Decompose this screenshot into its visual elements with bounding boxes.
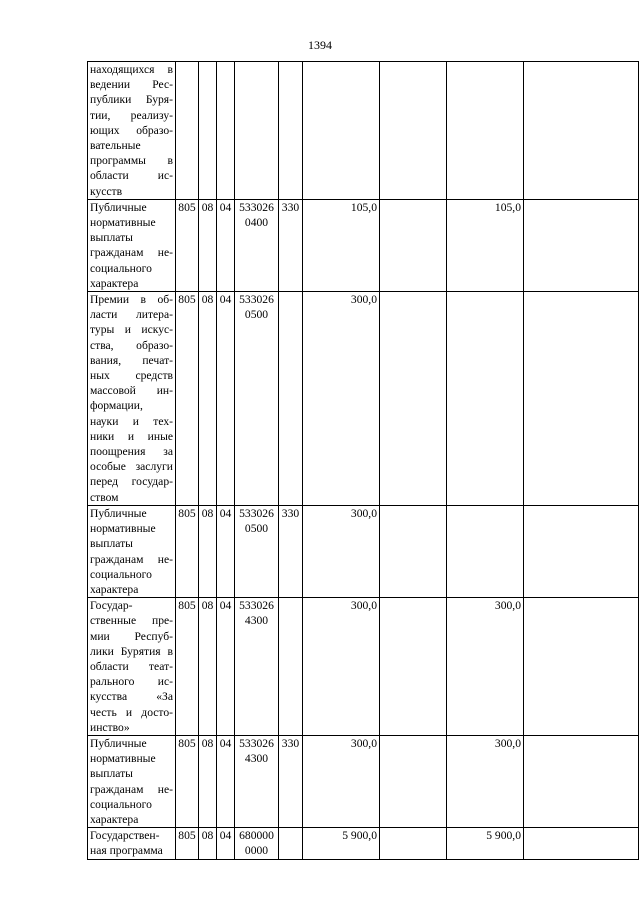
sum-cell-2 <box>380 62 447 200</box>
csr-line: 533026 <box>239 293 274 307</box>
csr-cell <box>235 505 279 597</box>
sum-cell-4 <box>524 828 639 859</box>
csr-line: 0500 <box>244 308 269 322</box>
sum-cell-4 <box>524 505 639 597</box>
sum-cell-3: 300,0 <box>447 735 524 827</box>
item-name-line: нормативные <box>90 752 156 766</box>
item-name-line: рального ис- <box>90 675 173 689</box>
item-name-line: мии Респуб- <box>90 629 173 643</box>
item-name-line: области теат- <box>90 659 173 673</box>
vr-cell <box>279 598 303 736</box>
item-name-line: публики Буря- <box>90 93 173 107</box>
csr-cell <box>235 598 279 736</box>
item-name-line: гражданам не- <box>90 782 173 796</box>
item-name-line: Публичные <box>90 200 147 214</box>
sum-cell-1: 105,0 <box>303 199 380 291</box>
sum-cell-3: 5 900,0 <box>447 828 524 859</box>
csr-line: 4300 <box>244 752 269 766</box>
item-name-line: Государ- <box>90 599 133 613</box>
item-name-cell <box>88 598 176 736</box>
item-name-cell <box>88 735 176 827</box>
item-name-line: поощрения за <box>90 445 173 459</box>
sum-cell-1: 300,0 <box>303 598 380 736</box>
sum-cell-1: 300,0 <box>303 735 380 827</box>
pr-cell <box>217 62 235 200</box>
item-name-line: выплаты <box>90 767 133 781</box>
sum-cell-3: 300,0 <box>447 598 524 736</box>
ved-cell: 805 <box>176 199 199 291</box>
table-row <box>88 292 639 506</box>
rz-cell: 08 <box>199 828 217 859</box>
item-name-line: вательные <box>90 139 141 153</box>
rz-cell <box>199 62 217 200</box>
item-name-line: находящихся в <box>90 63 173 76</box>
table-row <box>88 62 639 200</box>
sum-cell-1: 300,0 <box>303 505 380 597</box>
ved-cell: 805 <box>176 505 199 597</box>
sum-cell-2 <box>380 505 447 597</box>
sum-cell-1: 300,0 <box>303 292 380 506</box>
item-name-line: тии, реализу- <box>90 108 173 122</box>
table-row <box>88 505 639 597</box>
item-name-line: гражданам не- <box>90 246 173 260</box>
item-name-line: вания, печат- <box>90 353 173 367</box>
csr-line: 0500 <box>244 522 269 536</box>
sum-cell-3 <box>447 505 524 597</box>
vr-cell: 330 <box>279 199 303 291</box>
item-name-cell <box>88 199 176 291</box>
csr-line: 533026 <box>239 599 274 613</box>
pr-cell: 04 <box>217 828 235 859</box>
rz-cell: 08 <box>199 598 217 736</box>
sum-cell-3 <box>447 292 524 506</box>
table-row <box>88 828 639 859</box>
item-name-cell <box>88 505 176 597</box>
sum-cell-1: 5 900,0 <box>303 828 380 859</box>
csr-cell <box>235 828 279 859</box>
rz-cell: 08 <box>199 505 217 597</box>
item-name-cell <box>88 62 176 200</box>
item-name-line: массовой ин- <box>90 384 173 398</box>
item-name-line: программы в <box>90 154 173 168</box>
pr-cell: 04 <box>217 505 235 597</box>
item-name-line: характера <box>90 276 139 290</box>
item-name-line: социального <box>90 261 152 275</box>
table-row <box>88 199 639 291</box>
table-row <box>88 735 639 827</box>
item-name-line: характера <box>90 812 139 826</box>
item-name-line: социального <box>90 797 152 811</box>
sum-cell-1 <box>303 62 380 200</box>
csr-line: 4300 <box>244 614 269 628</box>
item-name-line: Премии в об- <box>90 293 173 307</box>
ved-cell: 805 <box>176 598 199 736</box>
item-name-line: ласти литера- <box>90 308 173 322</box>
pr-cell: 04 <box>217 292 235 506</box>
vr-cell <box>279 292 303 506</box>
ved-cell: 805 <box>176 828 199 859</box>
csr-line: 533026 <box>239 506 274 520</box>
item-name-line: перед государ- <box>90 475 173 489</box>
item-name-line: кусств <box>90 184 123 198</box>
item-name-line: ственные пре- <box>90 614 173 628</box>
item-name-line: туры и искус- <box>90 323 173 337</box>
item-name-line: инство» <box>90 720 130 734</box>
item-name-cell <box>88 828 176 859</box>
rz-cell: 08 <box>199 735 217 827</box>
item-name-line: особые заслуги <box>90 460 173 474</box>
sum-cell-2 <box>380 828 447 859</box>
sum-cell-3: 105,0 <box>447 199 524 291</box>
item-name-cell <box>88 292 176 506</box>
ved-cell: 805 <box>176 292 199 506</box>
budget-table-body <box>88 62 639 860</box>
vr-cell <box>279 828 303 859</box>
csr-cell <box>235 735 279 827</box>
vr-cell <box>279 62 303 200</box>
item-name-line: ющих образо- <box>90 123 173 137</box>
item-name-line: ства, образо- <box>90 338 173 352</box>
rz-cell: 08 <box>199 199 217 291</box>
csr-line: 0400 <box>244 216 269 230</box>
item-name-line: формации, <box>90 399 143 413</box>
pr-cell: 04 <box>217 199 235 291</box>
item-name-line: ных средств <box>90 369 173 383</box>
item-name-line: ством <box>90 490 119 504</box>
csr-line: 533026 <box>239 200 274 214</box>
csr-cell <box>235 62 279 200</box>
sum-cell-2 <box>380 735 447 827</box>
item-name-line: честь и досто- <box>90 705 173 719</box>
sum-cell-2 <box>380 199 447 291</box>
item-name-line: выплаты <box>90 537 133 551</box>
ved-cell: 805 <box>176 735 199 827</box>
sum-cell-2 <box>380 598 447 736</box>
item-name-line: ная программа <box>90 844 163 858</box>
sum-cell-4 <box>524 598 639 736</box>
sum-cell-4 <box>524 199 639 291</box>
pr-cell: 04 <box>217 598 235 736</box>
item-name-line: Публичные <box>90 506 147 520</box>
item-name-line: ники и иные <box>90 429 173 443</box>
item-name-line: нормативные <box>90 216 156 230</box>
table-row <box>88 598 639 736</box>
item-name-line: ведении Рес- <box>90 78 173 92</box>
item-name-line: характера <box>90 582 139 596</box>
csr-line: 533026 <box>239 736 274 750</box>
item-name-line: гражданам не- <box>90 552 173 566</box>
item-name-line: области ис- <box>90 169 173 183</box>
item-name-line: выплаты <box>90 231 133 245</box>
item-name-line: нормативные <box>90 522 156 536</box>
budget-table <box>87 61 639 860</box>
csr-line: 0000 <box>244 844 269 858</box>
sum-cell-3 <box>447 62 524 200</box>
rz-cell: 08 <box>199 292 217 506</box>
item-name-line: Публичные <box>90 736 147 750</box>
item-name-line: кусства «За <box>90 690 173 704</box>
csr-line: 680000 <box>239 829 274 843</box>
sum-cell-4 <box>524 735 639 827</box>
ved-cell <box>176 62 199 200</box>
csr-cell <box>235 199 279 291</box>
item-name-line: науки и тех- <box>90 414 173 428</box>
page-number: 1394 <box>308 38 332 52</box>
item-name-line: Государствен- <box>90 829 160 843</box>
sum-cell-2 <box>380 292 447 506</box>
item-name-line: социального <box>90 567 152 581</box>
sum-cell-4 <box>524 292 639 506</box>
vr-cell: 330 <box>279 505 303 597</box>
item-name-line: лики Бурятия в <box>90 644 173 658</box>
vr-cell: 330 <box>279 735 303 827</box>
pr-cell: 04 <box>217 735 235 827</box>
sum-cell-4 <box>524 62 639 200</box>
csr-cell <box>235 292 279 506</box>
